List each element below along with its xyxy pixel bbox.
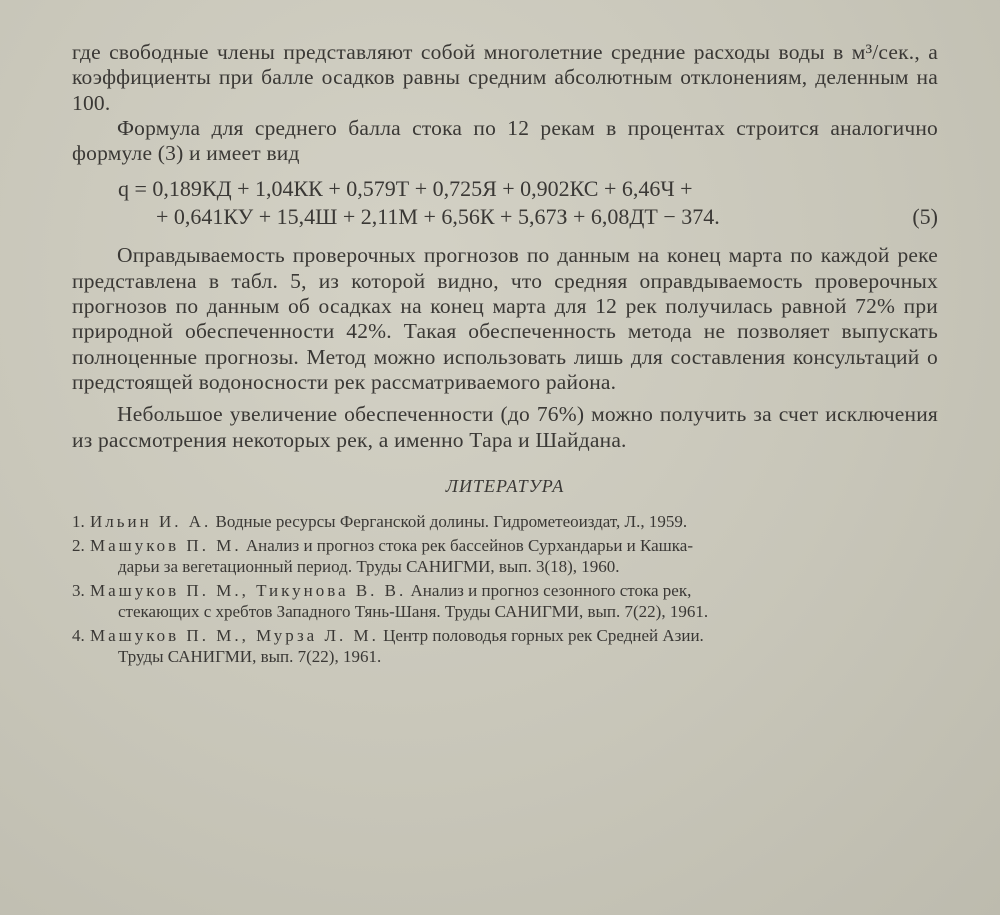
reference-text: Анализ и прогноз сезонного стока рек, <box>406 580 692 600</box>
reference-item <box>72 625 938 667</box>
formula-line-2: + 0,641КУ + 15,4Ш + 2,11М + 6,56К + 5,67З + 6,08ДТ − 374. <box>156 204 720 230</box>
references-list <box>72 511 938 667</box>
document-page <box>72 40 938 670</box>
reference-number: 3. <box>72 580 85 600</box>
reference-text: Водные ресурсы Ферганской долины. Гидрометеоиздат, Л., 1959. <box>211 511 688 531</box>
formula-5 <box>72 170 938 236</box>
formula-number: (5) <box>912 204 938 230</box>
reference-text: Центр половодья горных рек Средней Азии. <box>378 625 704 645</box>
reference-item <box>72 511 938 532</box>
reference-continuation: дарьи за вегетационный период. Труды САНИГМИ, вып. 3(18), 1960. <box>118 556 620 576</box>
references-heading: ЛИТЕРАТУРА <box>445 475 565 496</box>
reference-item <box>72 535 938 577</box>
reference-author: Ильин И. А. <box>90 511 212 531</box>
reference-continuation: стекающих с хребтов Западного Тянь-Шаня. Труды САНИГМИ, вып. 7(22), 1961. <box>118 601 709 621</box>
reference-number: 2. <box>72 535 85 555</box>
reference-continuation: Труды САНИГМИ, вып. 7(22), 1961. <box>118 646 382 666</box>
reference-number: 1. <box>72 511 85 531</box>
reference-author: Машуков П. М., Мурза Л. М. <box>90 625 379 645</box>
paragraph-verification: Оправдываемость проверочных прогнозов по данным на конец марта по каждой реке представлена в табл. 5, из которой видно, что средняя оправдываемость проверочных прогнозов по данным об осадках на конец марта для 12 рек получилась равной 72% при природной обеспеченности 42%. Такая обеспеченность метода не позволяет выпускать полноценные прогнозы. Метод можно использовать лишь для составления консультаций о предстоящей водоносности рек рассматриваемого района. <box>72 243 938 394</box>
reference-author: Машуков П. М., Тикунова В. В. <box>90 580 407 600</box>
reference-number: 4. <box>72 625 85 645</box>
paragraph-improvement: Небольшое увеличение обеспеченности (до 76%) можно получить за счет исключения из рассмотрения некоторых рек, а именно Тара и Шайдана. <box>72 402 938 452</box>
paragraph-formula-intro: Формула для среднего балла стока по 12 рекам в процентах строится аналогично формуле (3) и имеет вид <box>72 115 938 166</box>
reference-author: Машуков П. М. <box>90 535 242 555</box>
formula-line-1: q = 0,189КД + 1,04КК + 0,579Т + 0,725Я + 0,902КС + 6,46Ч + <box>118 176 693 202</box>
reference-item <box>72 580 938 622</box>
paragraph-coefficients: где свободные члены представляют собой многолетние средние расходы воды в м³/сек., а коэффициенты при балле осадков равны средним абсолютным отклонениям, деленным на 100. <box>72 40 938 115</box>
reference-text: Анализ и прогноз стока рек бассейнов Сурхандарьи и Кашка- <box>241 535 693 555</box>
